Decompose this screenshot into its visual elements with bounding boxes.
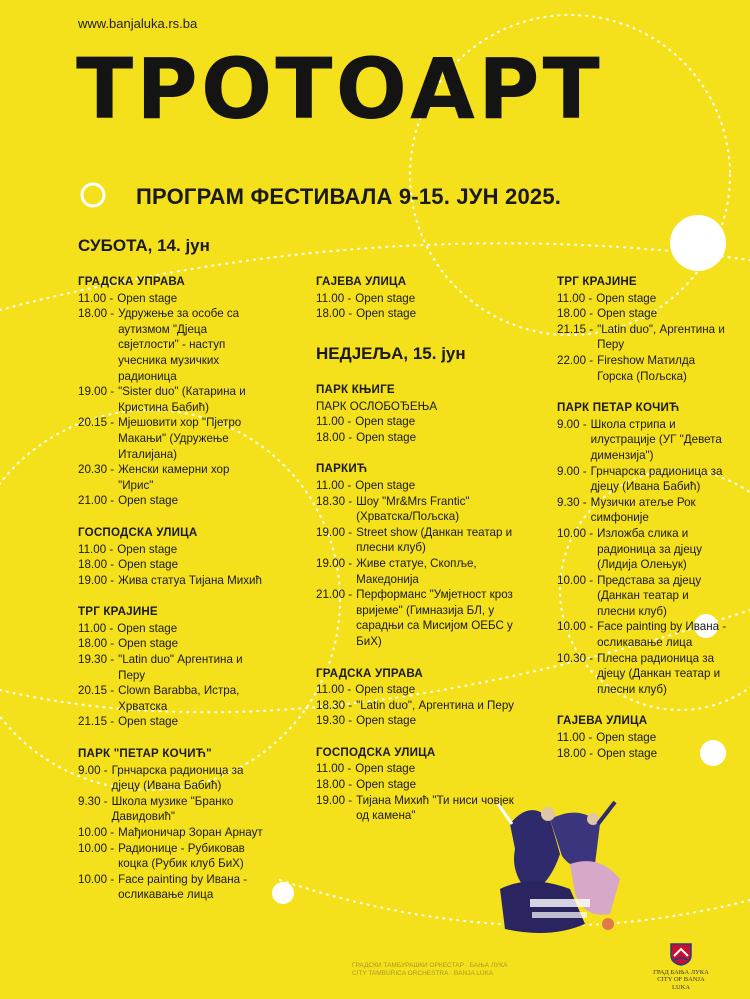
event-time: 10.00 -	[78, 826, 115, 839]
event-time: 19.30 -	[78, 653, 115, 667]
venue-heading: ГРАДСКА УПРАВА	[316, 666, 423, 680]
event-item	[78, 384, 266, 415]
event-item	[78, 306, 266, 384]
event-description: Open stage	[117, 542, 178, 556]
festival-logo: ТРОТОАРТ	[76, 40, 603, 138]
venue-heading: ПАРК ПЕТАР КОЧИЋ	[557, 401, 680, 415]
event-description: Мађионичар Зоран Арнаут	[118, 826, 263, 839]
event-item	[316, 777, 516, 793]
event-description: Шоу "Mr&Mrs Frantic" (Хрватска/Пољска)	[356, 494, 470, 524]
event-description: "Latin duo" Аргентина и Перу	[118, 653, 243, 682]
program-subtitle: ПРОГРАМ ФЕСТИВАЛА 9-15. ЈУН 2025.	[136, 184, 562, 209]
event-item	[557, 322, 727, 353]
event-item	[316, 761, 516, 777]
event-item	[557, 619, 727, 650]
event-time: 18.00 -	[557, 307, 594, 321]
event-item	[557, 464, 727, 495]
event-time: 10.00 -	[557, 526, 594, 540]
event-item	[557, 495, 727, 526]
venue-subheading: ПАРК ОСЛОБОЂЕЊА	[316, 399, 438, 413]
event-description: Open stage	[596, 291, 657, 305]
event-description: Тијана Михић "Ти ниси човјек од камена"	[356, 793, 514, 823]
event-item	[78, 714, 266, 730]
venue-heading: ПАРК "ПЕТАР КОЧИЋ"	[78, 747, 212, 761]
venue-heading: ГАЈЕВА УЛИЦА	[316, 275, 407, 288]
event-description: Open stage	[118, 637, 179, 651]
event-description: Жива статуа Тијана Михић	[118, 573, 262, 587]
event-item	[78, 794, 266, 825]
event-item	[316, 306, 516, 322]
event-description: Open stage	[355, 478, 416, 492]
event-item	[557, 651, 727, 698]
sponsor-line-2: CITY TAMBURICA ORCHESTRA · BANJA LUKA	[352, 970, 494, 977]
event-item	[316, 587, 516, 649]
event-description: "Latin duo", Аргентина и Перу	[597, 322, 725, 352]
event-description: Open stage	[596, 731, 657, 745]
event-description: Open stage	[356, 307, 417, 321]
event-item	[316, 291, 516, 307]
event-description: Музички атеље Рок симфоније	[590, 495, 696, 525]
event-item	[557, 417, 727, 464]
event-description: Fireshow Матилда Горска (Пољска)	[597, 353, 696, 383]
event-description: Open stage	[355, 683, 416, 697]
event-time: 9.30 -	[557, 495, 587, 509]
event-time: 9.00 -	[78, 763, 108, 777]
venue-heading: ТРГ КРАЈИНЕ	[78, 605, 158, 619]
event-description: Open stage	[118, 715, 179, 729]
event-time: 18.30 -	[316, 698, 353, 712]
event-description: Изложба слика и радионица за дјецу (Лидија Олењук)	[597, 526, 703, 572]
event-description: Радионице - Рубиковав коцка (Рубик клуб БиХ)	[118, 841, 245, 871]
event-description: "Latin duo", Аргентина и Перу	[356, 698, 514, 712]
event-time: 18.00 -	[557, 746, 594, 760]
event-item	[557, 353, 727, 384]
event-item	[316, 713, 516, 729]
event-description: Open stage	[597, 746, 658, 760]
event-description: Open stage	[597, 307, 658, 321]
event-description: Face painting by Ивана - осликавање лица	[118, 872, 248, 902]
event-item	[78, 557, 266, 573]
event-time: 10.00 -	[78, 841, 115, 855]
venue-heading: ГОСПОДСКА УЛИЦА	[78, 525, 198, 539]
event-item	[78, 291, 266, 307]
event-time: 10.30 -	[557, 651, 594, 665]
event-time: 11.00 -	[316, 683, 352, 697]
event-description: Open stage	[117, 291, 178, 305]
event-description: Open stage	[356, 778, 417, 792]
event-item	[78, 825, 266, 841]
event-item	[78, 841, 266, 872]
event-time: 10.00 -	[557, 573, 594, 587]
event-item	[78, 462, 266, 493]
event-description: Open stage	[118, 494, 179, 508]
event-description: Удружење за особе са аутизмом "Дјеца свјетлости" - наступ учесника музичких радионица	[118, 307, 240, 383]
event-description: Street show (Данкан театар и плесни клуб)	[356, 525, 513, 555]
event-time: 11.00 -	[316, 762, 352, 776]
event-description: Clown Barabba, Истра, Хрватска	[118, 684, 240, 713]
website-url[interactable]: www.banjaluka.rs.ba	[78, 16, 198, 31]
city-crest	[648, 942, 714, 991]
schedule-column-3	[557, 274, 727, 761]
event-item	[316, 793, 516, 824]
event-time: 18.00 -	[78, 637, 115, 651]
event-time: 22.00 -	[557, 353, 594, 367]
event-description: Грнчарска радионица за дјецу (Ивана Бабић)	[111, 763, 244, 793]
event-description: Open stage	[118, 558, 179, 572]
event-description: Open stage	[356, 430, 417, 444]
event-item	[557, 746, 727, 762]
event-description: Face painting by Ивана - осликавање лица	[597, 620, 727, 650]
event-time: 9.30 -	[78, 794, 108, 808]
event-item	[78, 683, 266, 714]
event-item	[78, 763, 266, 794]
event-time: 18.00 -	[316, 778, 353, 792]
event-description: Представа за дјецу (Данкан театар и плесни клуб)	[597, 573, 702, 618]
event-item	[316, 494, 516, 525]
event-time: 21.15 -	[557, 322, 594, 336]
event-time: 11.00 -	[557, 731, 593, 745]
event-description: "Sister duo" (Катарина и Кристина Бабић)	[118, 385, 246, 414]
event-item	[78, 872, 266, 903]
event-time: 19.00 -	[316, 525, 353, 539]
event-item	[557, 526, 727, 573]
day-heading-sunday: НЕДЈЕЉА, 15. јун	[316, 344, 466, 363]
venue-heading: ГАЈЕВА УЛИЦА	[557, 714, 648, 728]
event-time: 11.00 -	[316, 291, 352, 305]
event-time: 11.00 -	[78, 621, 114, 635]
event-time: 19.00 -	[78, 573, 115, 587]
event-time: 21.00 -	[78, 494, 115, 508]
event-description: Open stage	[355, 762, 416, 776]
schedule-column-2-saturday	[316, 274, 516, 322]
event-item	[316, 414, 516, 430]
event-time: 19.00 -	[316, 793, 353, 807]
event-time: 20.30 -	[78, 463, 115, 477]
event-description: Перформанс "Умјетност кроз вријеме" (Гимназија БЛ, у сарадњи са Мисијом ОЕБС у БиХ)	[356, 588, 513, 648]
venue-heading: ПАРК КЊИГЕ	[316, 383, 395, 396]
event-item	[557, 730, 727, 746]
event-item	[78, 493, 266, 509]
event-time: 9.00 -	[557, 464, 587, 478]
crest-line-2: CITY OF BANJA LUKA	[657, 976, 705, 991]
event-time: 20.15 -	[78, 684, 115, 698]
event-item	[316, 682, 516, 698]
event-item	[316, 478, 516, 494]
event-item	[316, 556, 516, 587]
event-description: Школа музике "Бранко Давидовић"	[111, 794, 234, 824]
event-time: 9.00 -	[557, 417, 587, 431]
venue-heading: ПАРКИЋ	[316, 462, 368, 476]
event-item	[557, 306, 727, 322]
event-time: 11.00 -	[316, 478, 352, 492]
event-time: 11.00 -	[316, 415, 352, 429]
event-description: Женски камерни хор "Ирис"	[118, 463, 230, 492]
event-description: Мјешовити хор "Пјетро Макањи" (Удружење Италијана)	[118, 416, 242, 461]
event-item	[78, 652, 266, 683]
event-item	[78, 573, 266, 589]
sponsor-line-1: ГРАДСКИ ТАМБУРАШКИ ОРКЕСТАР · БАЊА ЛУКА	[352, 962, 508, 969]
event-time: 11.00 -	[78, 542, 114, 556]
event-time: 21.15 -	[78, 715, 115, 729]
dancers-illustration-icon	[490, 794, 630, 944]
event-item	[316, 430, 516, 446]
event-item	[78, 542, 266, 558]
event-description: Плесна радионица за дјецу (Данкан театар и плесни клуб)	[597, 651, 721, 696]
city-crest-icon	[670, 942, 692, 966]
event-description: Open stage	[117, 621, 178, 635]
event-time: 11.00 -	[557, 291, 593, 305]
event-description: Школа стрипа и илустрације (УГ "Девета димензија")	[590, 417, 722, 462]
event-item	[78, 636, 266, 652]
event-item	[316, 698, 516, 714]
event-time: 19.00 -	[316, 556, 353, 570]
event-item	[78, 415, 266, 462]
event-item	[557, 573, 727, 620]
event-description: Open stage	[356, 714, 417, 728]
event-time: 18.00 -	[78, 307, 115, 321]
crest-line-1: ГРАД БАЊА ЛУКА	[653, 968, 709, 976]
schedule-column-1	[78, 274, 266, 903]
event-time: 18.30 -	[316, 494, 353, 508]
venue-heading: ГРАДСКА УПРАВА	[78, 275, 185, 288]
event-description: Open stage	[355, 415, 416, 429]
event-description: Живе статуе, Скопље, Македонија	[356, 556, 477, 586]
day-heading-saturday: СУБОТА, 14. јун	[78, 236, 210, 255]
event-time: 18.00 -	[316, 307, 353, 321]
event-time: 10.00 -	[557, 620, 594, 634]
event-item	[316, 525, 516, 556]
event-time: 11.00 -	[78, 291, 114, 305]
event-time: 18.00 -	[316, 430, 353, 444]
event-time: 18.00 -	[78, 558, 115, 572]
event-time: 19.30 -	[316, 714, 353, 728]
event-time: 19.00 -	[78, 385, 115, 399]
venue-heading: ТРГ КРАЈИНЕ	[557, 275, 637, 288]
event-time: 20.15 -	[78, 416, 115, 430]
event-time: 10.00 -	[78, 872, 115, 886]
event-item	[557, 291, 727, 307]
schedule-column-2-sunday	[316, 382, 516, 824]
venue-heading: ГОСПОДСКА УЛИЦА	[316, 745, 436, 759]
event-description: Open stage	[355, 291, 416, 305]
event-time: 21.00 -	[316, 588, 353, 602]
event-item	[78, 621, 266, 637]
sponsor-orchestra-logo	[352, 962, 507, 978]
event-description: Грнчарска радионица за дјецу (Ивана Бабић)	[590, 464, 723, 494]
